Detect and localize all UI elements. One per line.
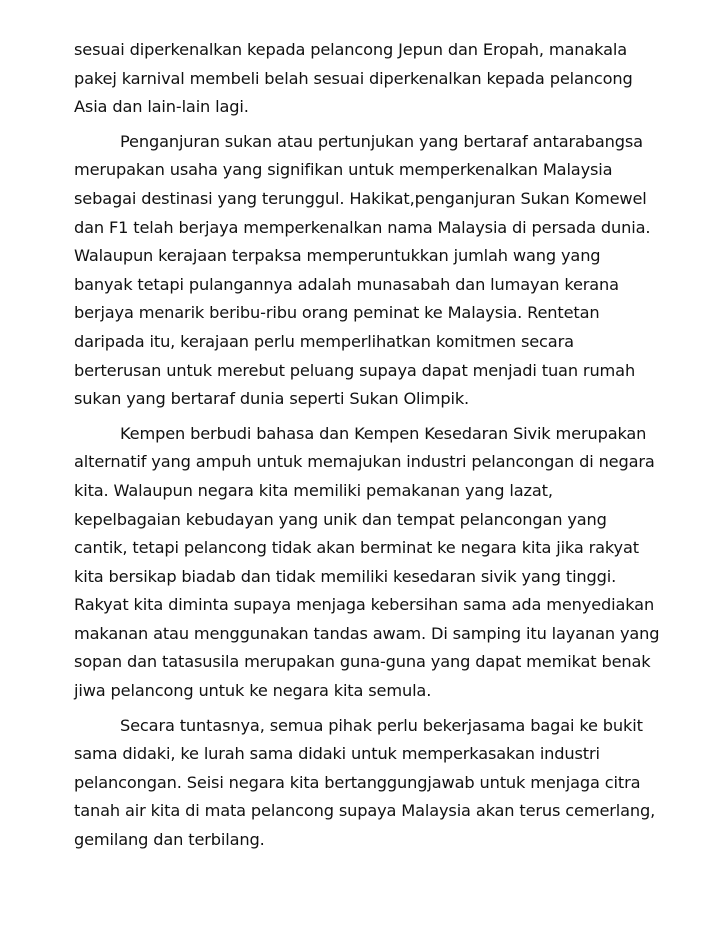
document-page xyxy=(74,36,690,861)
text-line: sesuai diperkenalkan kepada pelancong Jepun dan Eropah, manakala xyxy=(74,40,627,59)
text-line: banyak tetapi pulangannya adalah munasabah dan lumayan kerana xyxy=(74,274,619,294)
text-line: Penganjuran sukan atau pertunjukan yang bertaraf antarabangsa xyxy=(120,131,643,151)
text-line: cantik, tetapi pelancong tidak akan berminat ke negara kita jika rakyat xyxy=(74,538,639,558)
paragraph-3 xyxy=(74,420,690,706)
text-line: Secara tuntasnya, semua pihak perlu bekerjasama bagai ke bukit xyxy=(120,715,643,735)
text-line: sama didaki, ke lurah sama didaki untuk memperkasakan industri xyxy=(74,744,600,764)
text-line: Rakyat kita diminta supaya menjaga kebersihan sama ada menyediakan xyxy=(74,595,655,615)
text-line: merupakan usaha yang signifikan untuk memperkenalkan Malaysia xyxy=(74,160,613,180)
text-line: alternatif yang ampuh untuk memajukan industri pelancongan di negara xyxy=(74,452,655,472)
text-line: tanah air kita di mata pelancong supaya Malaysia akan terus cemerlang, xyxy=(74,801,656,821)
text-line: sukan yang bertaraf dunia seperti Sukan Olimpik. xyxy=(74,389,470,409)
text-line: berterusan untuk merebut peluang supaya dapat menjadi tuan rumah xyxy=(74,360,636,380)
text-line: gemilang dan terbilang. xyxy=(74,830,265,850)
text-line: kepelbagaian kebudayan yang unik dan tempat pelancongan yang xyxy=(74,509,607,529)
text-line: daripada itu, kerajaan perlu memperlihatkan komitmen secara xyxy=(74,331,574,351)
text-line: jiwa pelancong untuk ke negara kita semula. xyxy=(74,681,432,701)
text-line: Kempen berbudi bahasa dan Kempen Kesedaran Sivik merupakan xyxy=(120,423,647,443)
text-line: kita bersikap biadab dan tidak memiliki kesedaran sivik yang tinggi. xyxy=(74,566,617,586)
text-line: berjaya menarik beribu-ribu orang peminat ke Malaysia. Rentetan xyxy=(74,303,600,323)
text-line: Asia dan lain-lain lagi. xyxy=(74,97,249,117)
text-line: sebagai destinasi yang terunggul. Hakikat,penganjuran Sukan Komewel xyxy=(74,188,647,208)
text-line: Walaupun kerajaan terpaksa memperuntukkan jumlah wang yang xyxy=(74,246,601,266)
text-line: pakej karnival membeli belah sesuai diperkenalkan kepada pelancong xyxy=(74,68,633,88)
text-line: pelancongan. Seisi negara kita bertanggungjawab untuk menjaga citra xyxy=(74,772,641,792)
paragraph-1 xyxy=(74,36,690,122)
paragraph-2 xyxy=(74,128,690,414)
text-line: dan F1 telah berjaya memperkenalkan nama Malaysia di persada dunia. xyxy=(74,217,651,237)
paragraph-4 xyxy=(74,712,690,855)
text-line: makanan atau menggunakan tandas awam. Di samping itu layanan yang xyxy=(74,623,660,643)
text-line: sopan dan tatasusila merupakan guna-guna yang dapat memikat benak xyxy=(74,652,651,672)
text-line: kita. Walaupun negara kita memiliki pemakanan yang lazat, xyxy=(74,480,553,500)
